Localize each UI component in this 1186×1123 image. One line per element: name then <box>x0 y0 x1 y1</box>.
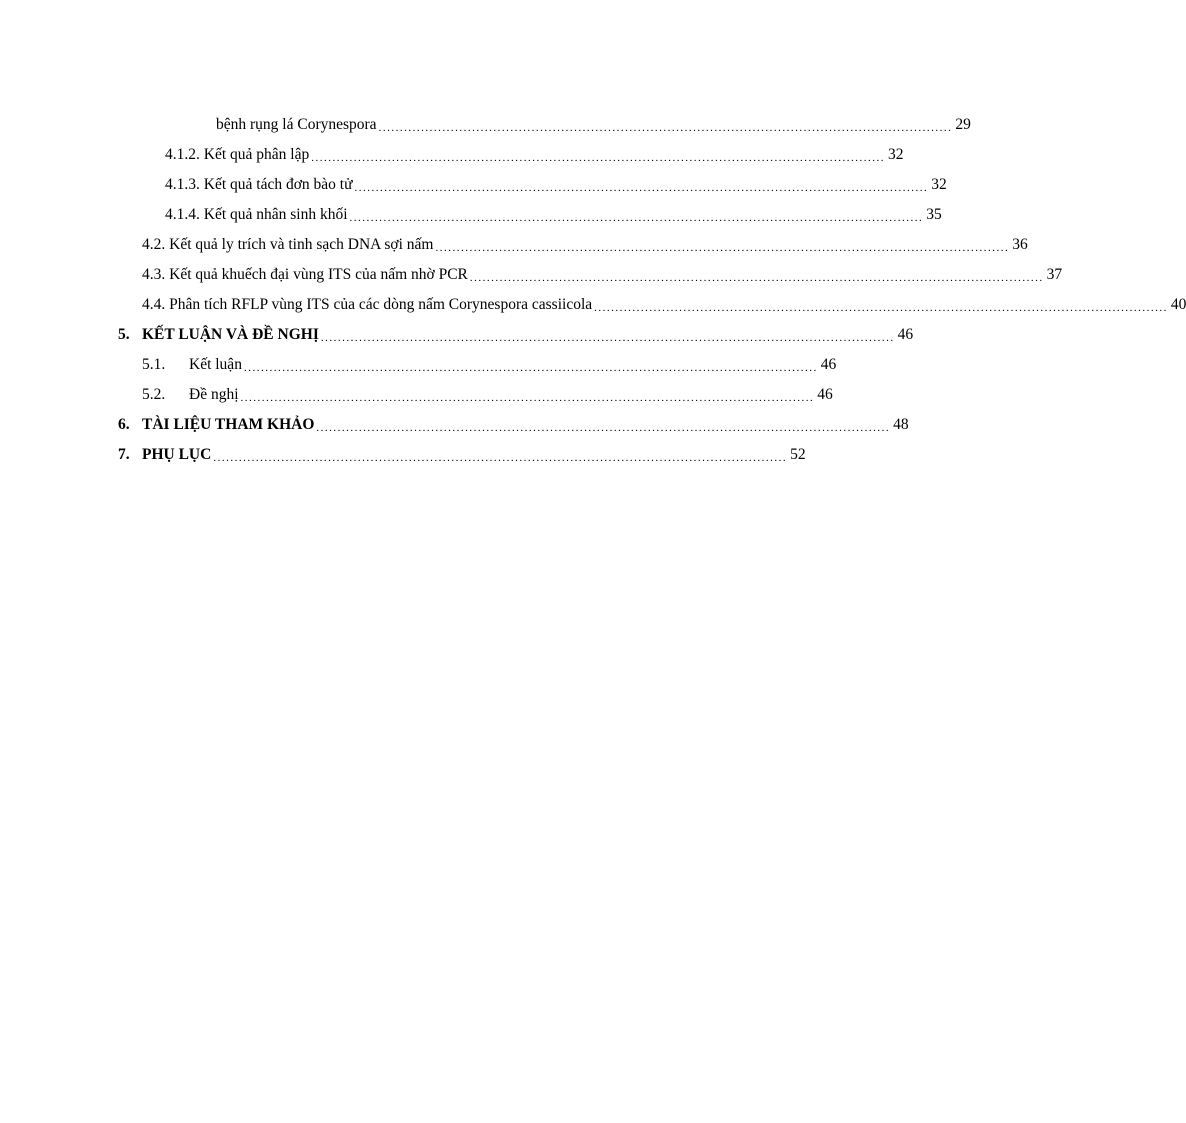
toc-leader-dots: ....................................................................................................................................... <box>213 451 788 464</box>
toc-page-number: 46 <box>820 356 837 374</box>
toc-page-number: 32 <box>931 176 947 194</box>
toc-page-number: 40 <box>1170 296 1186 314</box>
toc-entry-chapter <box>118 320 914 350</box>
toc-leader-dots: ....................................................................................................................................... <box>594 301 1168 314</box>
toc-entry <box>142 380 833 410</box>
toc-page-number: 32 <box>887 146 904 164</box>
toc-entry <box>142 350 837 380</box>
toc-leader-dots: ....................................................................................................................................... <box>320 331 895 344</box>
toc-leader-dots: ....................................................................................................................................... <box>349 211 924 224</box>
toc-leader-dots: ....................................................................................................................................... <box>311 151 885 164</box>
toc-entry-title: 4.2. Kết quả ly trích và tinh sạch DNA sợi nấm <box>142 236 434 254</box>
toc-leader-dots: ....................................................................................................................................... <box>240 391 815 404</box>
toc-entry-title: 4.1.2. Kết quả phân lập <box>165 146 310 164</box>
toc-entry-chapter <box>118 440 806 470</box>
toc-entry <box>165 170 947 200</box>
toc-entry-title: TÀI LIỆU THAM KHẢO <box>142 416 315 434</box>
toc-leader-dots: ....................................................................................................................................... <box>316 421 891 434</box>
toc-entry-title: 4.1.4. Kết quả nhân sinh khối <box>165 206 348 224</box>
toc-page-number: 35 <box>926 206 942 224</box>
toc-entry <box>142 260 1063 290</box>
toc-leader-dots: ....................................................................................................................................... <box>435 241 1010 254</box>
toc-entry-title: Đề nghị <box>189 386 239 404</box>
toc-entry-number: 6. <box>118 416 130 434</box>
toc-entry-number: 5.2. <box>142 386 166 404</box>
toc-page-number: 29 <box>955 116 971 134</box>
toc-entry-title: 4.1.3. Kết quả tách đơn bào tử <box>165 176 353 194</box>
toc-leader-dots: ....................................................................................................................................... <box>243 361 818 374</box>
toc-page-number: 46 <box>897 326 914 344</box>
toc-entry-chapter <box>118 410 909 440</box>
toc-entry <box>142 290 1186 320</box>
toc-leader-dots: ....................................................................................................................................... <box>354 181 929 194</box>
toc-page-number: 48 <box>893 416 909 434</box>
toc-entry-title: PHỤ LỤC <box>142 446 212 464</box>
toc-leader-dots: ....................................................................................................................................... <box>378 121 953 134</box>
toc-entry-number: 7. <box>118 446 130 464</box>
toc-page-number: 46 <box>817 386 833 404</box>
toc-page-number: 52 <box>790 446 806 464</box>
toc-entry-number: 5.1. <box>142 356 166 374</box>
toc-entry-title: 4.3. Kết quả khuếch đại vùng ITS của nấm nhờ PCR <box>142 266 468 284</box>
toc-leader-dots: ....................................................................................................................................... <box>469 271 1044 284</box>
toc-entry-title: KẾT LUẬN VÀ ĐỀ NGHỊ <box>142 326 319 344</box>
toc-entry-title: 4.4. Phân tích RFLP vùng ITS của các dòng nấm Corynespora cassiicola <box>142 296 593 314</box>
toc-page-number: 37 <box>1046 266 1063 284</box>
toc-entry <box>165 140 904 170</box>
toc-entry <box>216 110 971 140</box>
toc-page-number: 36 <box>1012 236 1028 254</box>
toc-entry-number: 5. <box>118 326 130 344</box>
toc-entry-title: bệnh rụng lá Corynespora <box>216 116 377 134</box>
toc-entry <box>142 230 1028 260</box>
toc-entry <box>165 200 942 230</box>
toc-entry-title: Kết luận <box>189 356 242 374</box>
